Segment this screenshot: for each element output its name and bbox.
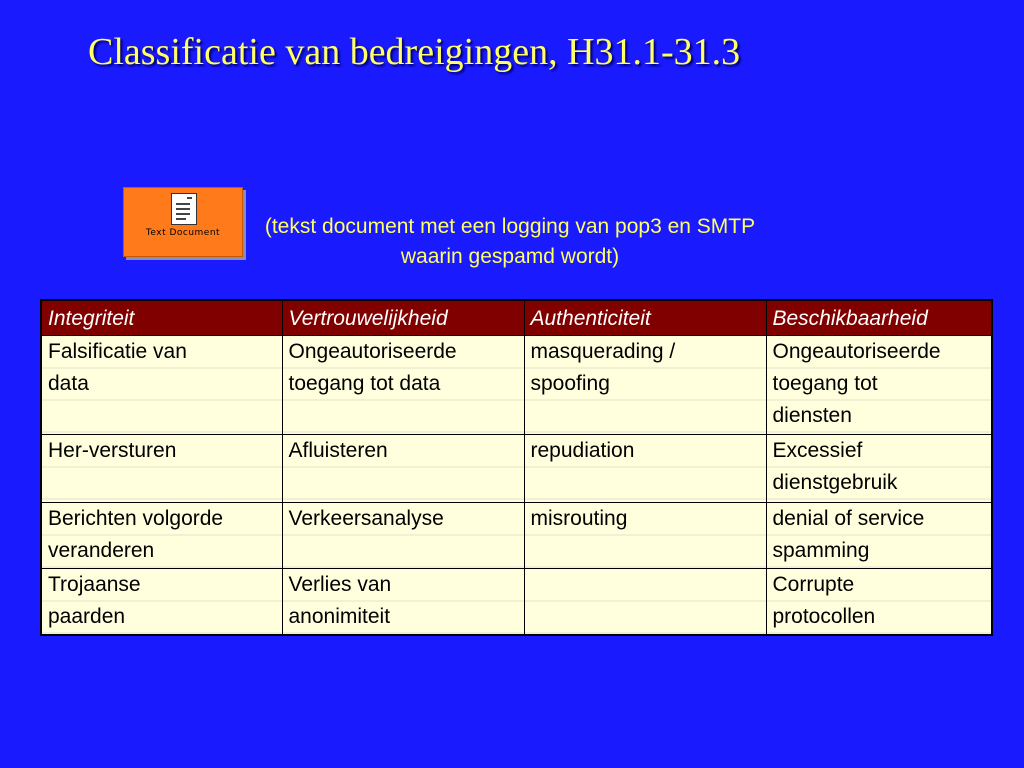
header-integriteit: Integriteit: [41, 300, 282, 336]
header-authenticiteit: Authenticiteit: [524, 300, 766, 336]
table-cell: denial of service spamming: [766, 503, 992, 569]
table-cell: Ongeautoriseerde toegang tot diensten: [766, 336, 992, 435]
table-cell: Afluisteren: [282, 435, 524, 503]
table-row: [41, 435, 992, 503]
slide-title: Classificatie van bedreigingen, H31.1-31.3: [88, 31, 741, 73]
header-beschikbaarheid: Beschikbaarheid: [766, 300, 992, 336]
table-row: [41, 336, 992, 435]
table-cell: Trojaanse paarden: [41, 569, 282, 635]
table-cell: Falsificatie van data: [41, 336, 282, 435]
table-cell: Verkeersanalyse: [282, 503, 524, 569]
document-note: (tekst document met een logging van pop3 en SMTP waarin gespamd wordt): [264, 215, 756, 268]
table-cell: Verlies van anonimiteit: [282, 569, 524, 635]
header-vertrouwelijkheid: Vertrouwelijkheid: [282, 300, 524, 336]
table-cell: masquerading / spoofing: [524, 336, 766, 435]
text-document-icon: [171, 193, 197, 225]
table-cell: [524, 569, 766, 635]
table-row: [41, 503, 992, 569]
threat-classification-table: [40, 299, 993, 636]
table-header-row: [41, 300, 992, 336]
text-document-label: Text Document: [145, 228, 221, 238]
table-cell: Corrupte protocollen: [766, 569, 992, 635]
table-cell: misrouting: [524, 503, 766, 569]
table-cell: repudiation: [524, 435, 766, 503]
table-cell: Berichten volgorde veranderen: [41, 503, 282, 569]
table-cell: Ongeautoriseerde toegang tot data: [282, 336, 524, 435]
text-document-button[interactable]: [123, 187, 243, 257]
table-cell: Excessief dienstgebruik: [766, 435, 992, 503]
table-row: [41, 569, 992, 635]
table-cell: Her-versturen: [41, 435, 282, 503]
